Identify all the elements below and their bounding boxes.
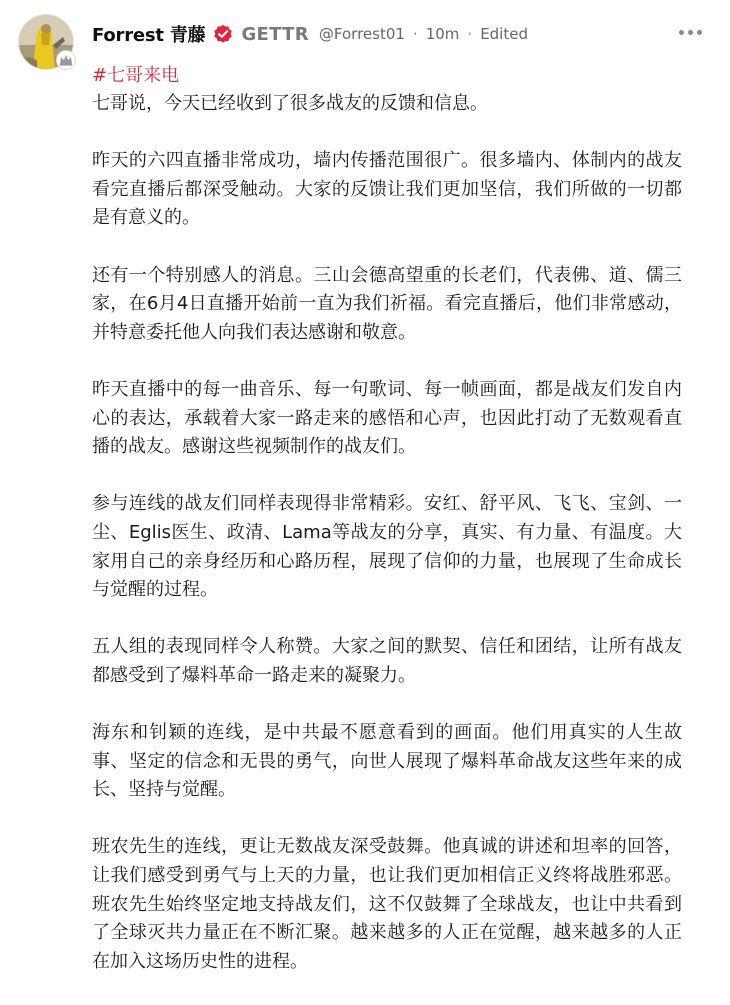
author-handle[interactable]: @Forrest01	[318, 25, 405, 43]
post-body	[92, 62, 682, 1005]
post-paragraph: 海东和钊颖的连线，是中共最不愿意看到的画面。他们用真实的人生故事、坚定的信念和无畏的勇气，向世人展现了爆料革命战友这些年来的成长、坚持与觉醒。	[92, 722, 682, 801]
post-timestamp[interactable]: 10m	[425, 25, 460, 43]
verified-badge-icon	[213, 24, 233, 44]
post-paragraph: 班农先生的连线，更让无数战友深受鼓舞。他真诚的讲述和坦率的回答，让我们感受到勇气与上天的力量，也让我们更加相信正义终将战胜邪恶。班农先生始终坚定地支持战友们，这不仅鼓舞了全球战友，也让中共看到了全球灭共力量正在不断汇聚。越来越多的人正在觉醒，越来越多的人正在加入这场历史性的进程。	[92, 836, 682, 972]
crown-icon	[56, 50, 76, 70]
post-paragraph: 七哥说，今天已经收到了很多战友的反馈和信息。	[92, 93, 488, 114]
edited-label[interactable]: Edited	[480, 25, 528, 43]
avatar-container[interactable]	[18, 14, 76, 72]
meta-separator: ·	[412, 25, 418, 43]
post-paragraph: 还有一个特别感人的消息。三山会德高望重的长老们，代表佛、道、儒三家，在6月4日直播开始前一直为我们祈福。看完直播后，他们非常感动，并特意委托他人向我们表达感谢和敬意。	[92, 264, 682, 343]
hashtag-link[interactable]: #七哥来电	[92, 65, 180, 86]
meta-separator: ·	[467, 25, 473, 43]
author-display-name[interactable]: Forrest 青藤	[92, 25, 206, 46]
platform-name: GETTR	[241, 23, 309, 45]
more-horizontal-icon[interactable]	[679, 30, 702, 35]
post-header	[92, 20, 528, 48]
post-paragraph: 五人组的表现同样令人称赞。大家之间的默契、信任和团结，让所有战友都感受到了爆料革命一路走来的凝聚力。	[92, 636, 682, 686]
post-paragraph: 参与连线的战友们同样表现得非常精彩。安红、舒平风、飞飞、宝剑、一尘、Eglis医生、政清、Lama等战友的分享，真实、有力量、有温度。大家用自己的亲身经历和心路历程，展现了信仰的力量，也展现了生命成长与觉醒的过程。	[92, 493, 682, 601]
post-paragraph: 昨天直播中的每一曲音乐、每一句歌词、每一帧画面，都是战友们发自内心的表达，承载着大家一路走来的感悟和心声，也因此打动了无数观看直播的战友。感谢这些视频制作的战友们。	[92, 378, 682, 458]
post-paragraph: 昨天的六四直播非常成功，墙内传播范围很广。很多墙内、体制内的战友看完直播后都深受触动。大家的反馈让我们更加坚信，我们所做的一切都是有意义的。	[92, 150, 682, 229]
